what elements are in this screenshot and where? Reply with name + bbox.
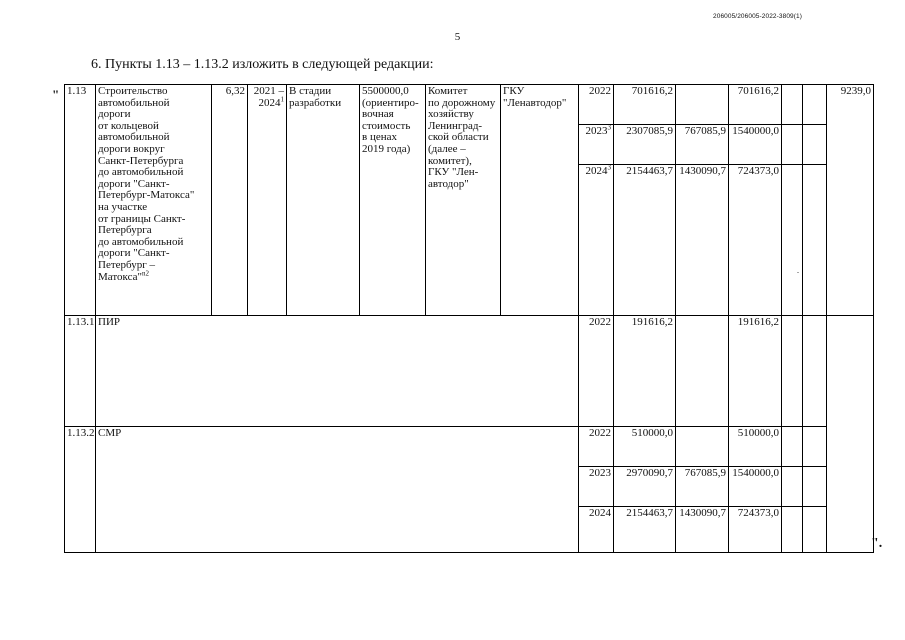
estimated-cost [360,85,426,316]
federal-cell: 1430090,7 [676,507,729,553]
name-line: на участке [98,200,148,213]
year-text: 2023 [585,125,608,137]
year-cell: 2022 [579,85,614,125]
regional-cell: 510000,0 [729,427,782,467]
cost-line: вочная [362,108,394,121]
length-km: 6,32 [212,85,248,316]
name-line: Петербург-Матокса" [98,189,195,202]
year-cell [579,165,614,316]
name-line: Санкт-Петербурга [98,154,184,167]
table-row [65,427,874,467]
empty-cell [782,507,803,553]
regional-cell: 191616,2 [729,316,782,427]
federal-cell [676,316,729,427]
design-status [287,85,360,316]
state-customer [426,85,501,316]
cost-line: 2019 года) [362,142,411,155]
amendment-table [64,84,874,553]
name-line: от границы Санкт- [98,212,186,225]
empty-cell [803,165,827,316]
year-cell: 2022 [579,316,614,427]
year-text: 2024 [585,165,608,177]
name-line: от кольцевой [98,119,159,132]
footnote-marker: n2 [142,268,149,277]
name-line: дороги [98,108,131,121]
period-end [250,94,284,110]
name-line: Петербург – [98,258,155,271]
empty-cell [803,427,827,467]
empty-cell [782,165,803,316]
total-cell: 2307085,9 [614,125,676,165]
cost-line: стоимость [362,119,411,132]
empty-cell [803,316,827,427]
name-line: автомобильной [98,131,170,144]
empty-cell [782,427,803,467]
cost-line: 5500000,0 [362,85,409,97]
name-line: до автомобильной [98,166,184,179]
section-heading: 6. Пункты 1.13 – 1.13.2 изложить в следующей редакции: [91,57,434,72]
total-cell: 510000,0 [614,427,676,467]
regional-cell: 724373,0 [729,165,782,316]
name-line: до автомобильной [98,235,184,248]
federal-cell: 767085,9 [676,125,729,165]
document-reference: 206005/206005-2022-3809(1) [713,13,802,20]
regional-cell: 1540000,0 [729,125,782,165]
row-number-1-13-2: 1.13.2 [65,427,96,553]
name-line [98,268,209,284]
federal-cell [676,427,729,467]
empty-cell [803,85,827,125]
empty-cell [782,467,803,507]
name-line: дороги вокруг [98,142,165,155]
empty-cell [782,125,803,165]
total-cell: 2154463,7 [614,507,676,553]
footnote-marker: 3 [607,164,611,172]
implementation-period [248,85,287,316]
footnote-marker: 1 [280,94,284,103]
year-cell: 2023 [579,467,614,507]
year-cell: 2024 [579,507,614,553]
name-line-text: Матокса" [98,270,142,283]
regional-cell: 724373,0 [729,507,782,553]
federal-cell: 767085,9 [676,467,729,507]
name-line: автомобильной [98,96,170,109]
name-line: дороги "Санкт- [98,247,170,260]
customer-line: Ленинград- [428,119,483,132]
opening-quote: " [52,87,60,102]
last-column-value: 9239,0 [827,85,874,316]
total-cell: 2154463,7 [614,165,676,316]
executor [501,85,579,316]
cost-line: в ценах [362,131,397,144]
table-row [65,85,874,125]
total-cell: 701616,2 [614,85,676,125]
total-cell: 191616,2 [614,316,676,427]
object-name-1-13-1: ПИР [96,316,579,427]
empty-cell [827,316,874,553]
row-number-1-13-1: 1.13.1 [65,316,96,427]
empty-cell [803,125,827,165]
table-row [65,316,874,427]
empty-cell [803,507,827,553]
stray-dot: . [797,266,799,275]
object-name-1-13-2: СМР [96,427,579,553]
object-name-1-13 [96,85,212,316]
customer-line: комитет), [428,154,472,167]
period-end-year: 2024 [258,96,281,109]
federal-cell: 1430090,7 [676,165,729,316]
closing-quote: ". [871,536,883,551]
customer-line: по дорожному [428,96,496,109]
regional-cell: 1540000,0 [729,467,782,507]
row-number-1-13: 1.13 [65,85,96,316]
executor-line: "Ленавтодор" [503,96,567,109]
empty-cell [782,316,803,427]
empty-cell [782,85,803,125]
customer-line: хозяйству [428,108,474,121]
federal-cell [676,85,729,125]
customer-line: автодор" [428,177,469,190]
name-line: Строительство [98,85,168,97]
status-line: разработки [289,96,342,109]
year-cell: 2022 [579,427,614,467]
customer-line: (далее – [428,142,466,155]
customer-line: ской области [428,131,489,144]
status-line: В стадии [289,85,332,97]
customer-line: ГКУ "Лен- [428,166,479,179]
customer-line: Комитет [428,85,468,97]
executor-line: ГКУ [503,85,525,97]
name-line: Петербурга [98,224,152,237]
name-line: дороги "Санкт- [98,177,170,190]
cost-line: (ориентиро- [362,96,419,109]
regional-cell: 701616,2 [729,85,782,125]
period-start: 2021 – [253,85,284,97]
empty-cell [803,467,827,507]
year-cell [579,125,614,165]
total-cell: 2970090,7 [614,467,676,507]
footnote-marker: 3 [607,124,611,132]
page-number: 5 [454,31,461,43]
